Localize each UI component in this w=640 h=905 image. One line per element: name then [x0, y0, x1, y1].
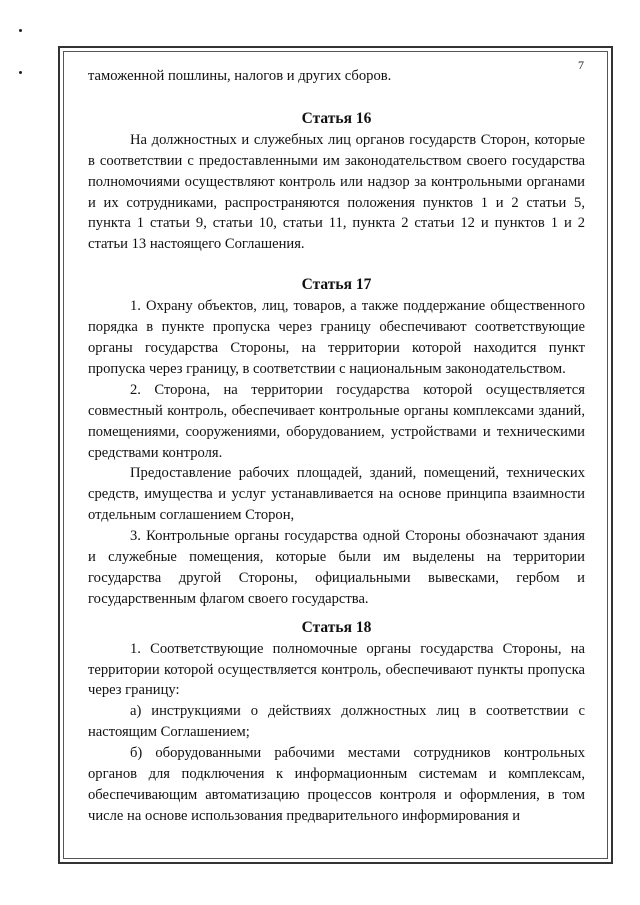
scan-speck: [19, 29, 22, 32]
article-17-paragraph-3: Предоставление рабочих площадей, зданий, помещений, технических средств, имущества и услуг устанавливается на основе принципа взаимности отдельным соглашением Сторон,: [88, 465, 585, 524]
continuation-text: таможенной пошлины, налогов и других сборов.: [88, 68, 392, 84]
scan-speck: [19, 71, 22, 74]
article-18-heading: Статья 18: [301, 618, 372, 636]
document-body: [88, 66, 585, 827]
article-18-item-b: б) оборудованными рабочими местами сотрудников контрольных органов для подключения к информационным системам и комплексам, обеспечивающим автоматизацию процессов контроля и оформления, в том числе на основе использования предварительного информирования и: [88, 745, 585, 824]
article-18-item-a: а) инструкциями о действиях должностных лиц в соответствии с настоящим Соглашением;: [88, 703, 585, 741]
article-17-paragraph-2: 2. Сторона, на территории государства которой осуществляется совместный контроль, обеспечивает контрольные органы комплексами зданий, помещениями, сооружениями, оборудованием, устройствами и техническими средствами контроля.: [88, 381, 585, 461]
article-16-text: На должностных и служебных лиц органов государств Сторон, которые в соответствии с предоставленными им законодательством своего государства полномочиями осуществляют контроль или надзор за контрольными органами и их сотрудниками, распространяются положения пунктов 1 и 2 статьи 5, пункта 1 статьи 9, статьи 10, статьи 11, пункта 2 статьи 12 и пунктов 1 и 2 статьи 13 настоящего Соглашения.: [88, 131, 585, 253]
article-16-heading: Статья 16: [301, 109, 372, 127]
article-17-heading: Статья 17: [301, 276, 372, 294]
article-17-paragraph-1: 1. Охрану объектов, лиц, товаров, а также поддержание общественного порядка в пункте пропуска через границу обеспечивают соответствующие органы государства Стороны, на территории которой находится пункт пропуска через границу, в соответствии с национальным законодательством.: [88, 298, 585, 377]
page-number: 7: [578, 58, 584, 72]
article-17-paragraph-4: 3. Контрольные органы государства одной Стороны обозначают здания и служебные помещения, которые были им выделены на территории государства другой Стороны, официальными вывесками, гербом и государственным флагом своего государства.: [88, 528, 585, 607]
article-18-paragraph-1: 1. Соответствующие полномочные органы государства Стороны, на территории которой осуществляется контроль, обеспечивают пункты пропуска через границу:: [88, 640, 585, 699]
